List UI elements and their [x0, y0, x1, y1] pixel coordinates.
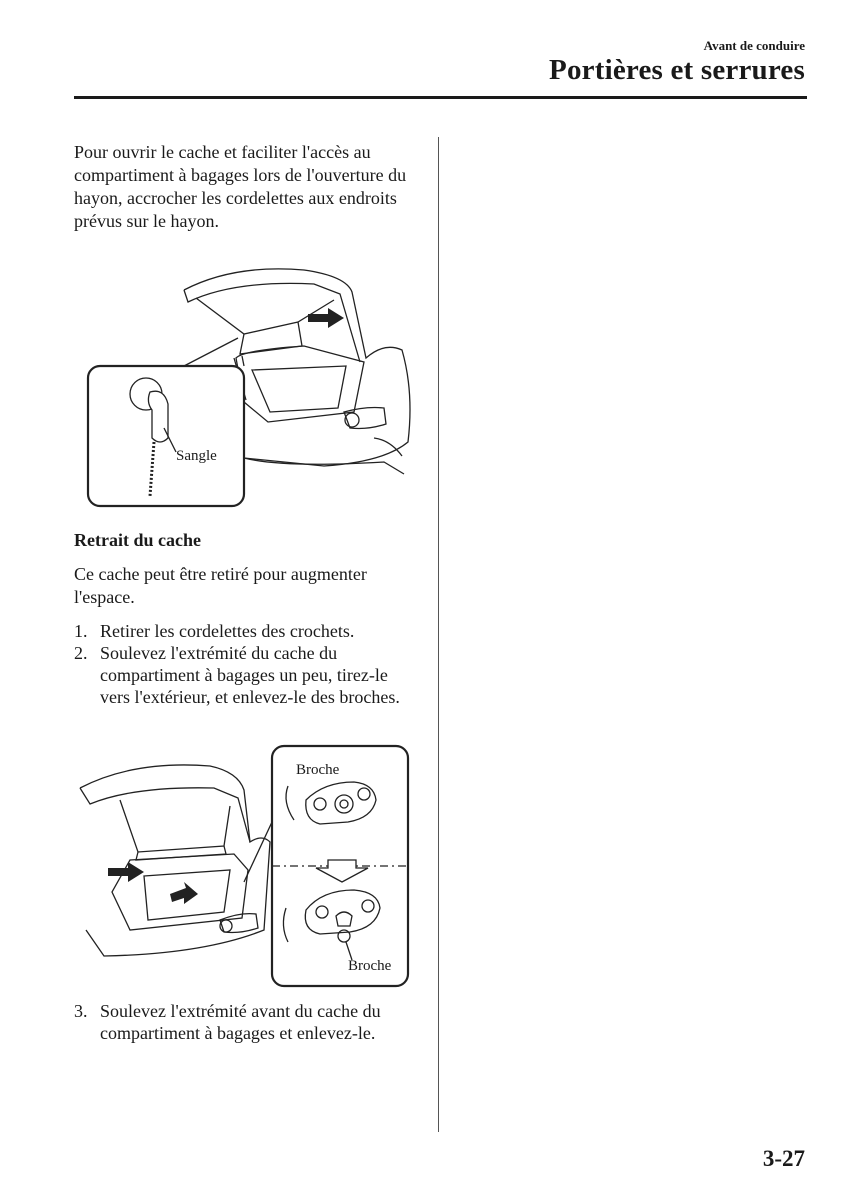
cover-removal-illustration [74, 742, 414, 990]
list-item [74, 1000, 419, 1044]
figure-cover-removal [74, 742, 414, 990]
broche-label-bottom: Broche [348, 958, 392, 974]
step-text: Soulevez l'extrémité avant du cache du compartiment à bagages et enlevez-le. [100, 1001, 381, 1043]
column-divider [438, 137, 439, 1132]
steps-list [74, 620, 419, 708]
intro-paragraph: Pour ouvrir le cache et faciliter l'accès au compartiment à bagages lors de l'ouverture du hayon, accrocher les cordelettes aux endroits prévus sur le hayon. [74, 142, 407, 231]
section-header: Avant de conduire [703, 38, 805, 53]
page-number: 3-27 [762, 1146, 805, 1171]
page-title: Portières et serrures [549, 54, 805, 86]
sangle-label: Sangle [176, 448, 217, 464]
list-item [74, 620, 419, 642]
step-number: 2. [74, 643, 88, 663]
removal-paragraph: Ce cache peut être retiré pour augmenter l'espace. [74, 564, 367, 607]
broche-label-top: Broche [296, 762, 340, 778]
list-item [74, 642, 419, 708]
step-number: 1. [74, 621, 88, 641]
step-number: 3. [74, 1001, 88, 1021]
figure-liftgate-strap [84, 262, 414, 512]
liftgate-strap-illustration [84, 262, 414, 512]
step-text: Retirer les cordelettes des crochets. [100, 621, 355, 641]
section-subheading: Retrait du cache [74, 530, 201, 550]
header-rule [74, 96, 807, 99]
step-text: Soulevez l'extrémité du cache du compartiment à bagages un peu, tirez-le vers l'extérieur, et enlevez-le des broches. [100, 643, 400, 707]
steps-list-continued [74, 1000, 419, 1044]
